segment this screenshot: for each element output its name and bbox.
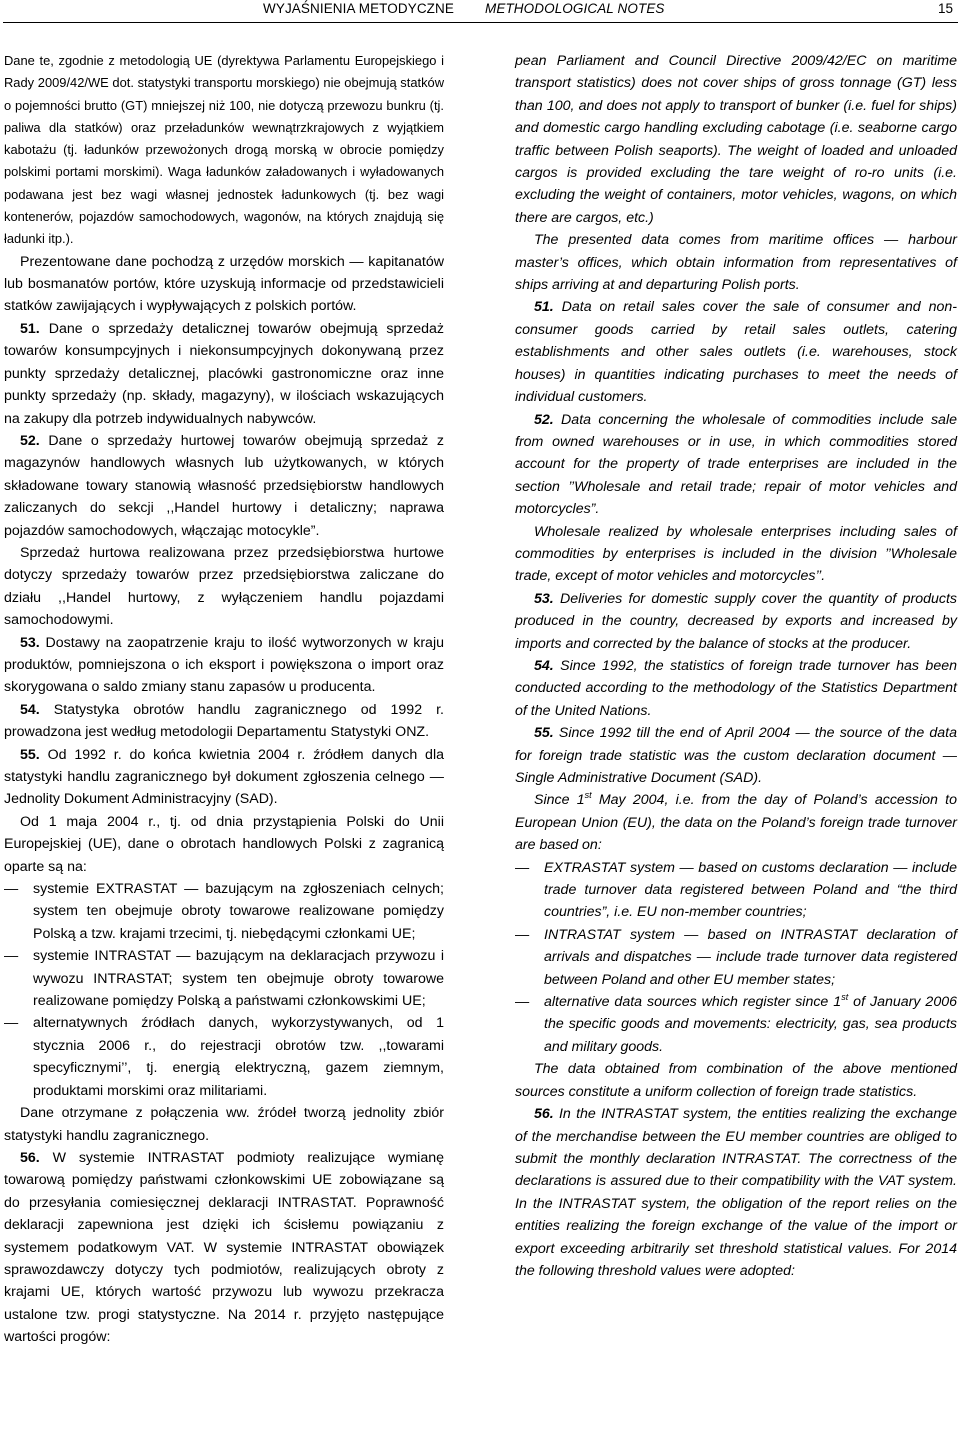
pl-list-dash: —	[4, 948, 19, 965]
en-list-item-extrastat-text: EXTRASTAT system — based on customs declaration — include trade turnover data registered between Poland and “the third countries”, i.e. EU non-member countries;	[544, 859, 957, 921]
header-rule	[3, 22, 958, 23]
pl-note-55-number: 55.	[20, 746, 40, 763]
en-maritime-paragraph: pean Parliament and Council Directive 2009/42/EC on maritime transport statistics) does not cover ships of gross tonnage (GT) less than 100, and does not apply to transport of bunker (i.e. fuel for ships) and domestic cargo handling excluding cabotage (i.e. seaborne cargo traffic between Polish seaports). The weight of loaded and unloaded cargos is provided excluding the tare weight of ro-ro units (i.e. excluding the weight of containers, motor vehicles, wagons, on which there are cargos, etc.)	[515, 53, 957, 226]
en-note-55-text: Since 1992 till the end of April 2004 — the source of the data for foreign trade statistic was the custom declaration document — Single Administrative Document (SAD).	[515, 725, 957, 786]
pl-note-52-number: 52.	[20, 432, 40, 449]
header-title-english: METHODOLOGICAL NOTES	[485, 1, 665, 16]
en-note-55-combined: The data obtained from combination of the above mentioned sources constitute a uniform collection of foreign trade statistics.	[515, 1061, 957, 1100]
page-number: 15	[938, 1, 954, 16]
pl-note-56-number: 56.	[20, 1149, 40, 1166]
pl-list-dash: —	[4, 881, 19, 898]
pl-note-53	[4, 632, 444, 699]
en-note-54-number: 54.	[534, 657, 554, 674]
pl-note-52-wholesale: Sprzedaż hurtowa realizowana przez przedsiębiorstwa hurtowe dotyczy sprzedaży towarów przez przedsiębiorstwa zaliczane do działu ,,Handel hurtowy, z wyłączeniem handlu pojazdami samochodowymi.	[4, 544, 444, 629]
pl-maritime-paragraph: Dane te, zgodnie z metodologią UE (dyrektywa Parlamentu Europejskiego i Rady 2009/42/WE dot. statystyki transportu morskiego) nie obejmują statków o pojemności brutto (GT) mniejszej niż 100, nie dotyczą przewozu bunkru (tj. paliwa dla statków) oraz przeładunków wewnątrzkrajowych z wyjątkiem kabotażu (tj. ładunków przewożonych drogą morską w obrocie pomiędzy polskimi portami morskimi). Waga ładunków załadowanych i wyładowanych podawana jest bez wagi własnej jednostek ładunkowych (tj. bez wagi kontenerów, pojazdów samochodowych, wagonów, na których znajdują się ładunki itp.).	[4, 53, 444, 247]
pl-list-item-intrastat-text: systemie INTRASTAT — bazującym na deklaracjach przywozu i wywozu INTRASTAT; system ten obejmuje obroty towarowe realizowane pomiędzy Polską a państwami członkowskimi UE;	[33, 948, 444, 1010]
pl-note-52	[4, 430, 444, 542]
en-accession-ordinal: st	[584, 790, 592, 801]
en-note-56-text: In the INTRASTAT system, the entities realizing the exchange of the merchandise between the EU member countries are obliged to submit the monthly declaration INTRASTAT. The correctness of the declarations is assured due to their compatibility with the VAT system. In the INTRASTAT system, the obligation of the report relies on the entities realizing the foreign exchange of the value of the import or export exceeding arbitrarily set threshold statistical values. For 2014 the following threshold values were adopted:	[515, 1106, 957, 1279]
pl-list-item-intrastat	[4, 945, 444, 1012]
pl-note-56-text: W systemie INTRASTAT podmioty realizujące wymianę towarową pomiędzy państwami członkowskimi UE zobowiązane są do przesyłania comiesięcznej deklaracji INTRASTAT. Poprawność deklaracji zapewniona jest dzięki ich ścisłemu powiązaniu z systemem podatkowym VAT. W systemie INTRASTAT obowiązek sprawozdawczy dotyczy tych podmiotów, realizujących obroty z krajami UE, których wartość przywozu lub wywozu przekracza ustalone tzw. progi statystyczne. Na 2014 r. przyjęto następujące wartości progów:	[4, 1149, 444, 1346]
en-list-dash: —	[515, 926, 530, 943]
pl-list-item-extrastat	[4, 878, 444, 945]
page-header	[0, 0, 960, 22]
en-list-dash: —	[515, 859, 530, 876]
pl-note-52-text: Dane o sprzedaży hurtowej towarów obejmują sprzedaż z magazynów handlowych własnych lub użytkowanych, w których składowane towary stanowią własność przedsiębiorstw handlowych zaliczanych do sekcji ,,Handel hurtowy i detaliczny; naprawa pojazdów samochodowych, włączając motocykle”.	[4, 432, 444, 539]
en-accession-text-end: May 2004, i.e. from the day of Poland’s accession to European Union (EU), the data on the Poland’s foreign trade turnover are based on:	[515, 792, 957, 854]
en-note-53-number: 53.	[534, 590, 554, 607]
pl-note-55-accession: Od 1 maja 2004 r., tj. od dnia przystąpienia Polski do Unii Europejskiej (UE), dane o obrotach handlowych Polski z zagranicą oparte są na:	[4, 813, 444, 875]
en-note-52-wholesale: Wholesale realized by wholesale enterprises including sales of commodities by enterprises is included in the division ’’Wholesale trade, except of motor vehicles and motorcycles’’.	[515, 523, 957, 585]
pl-note-55	[4, 744, 444, 811]
pl-list-item-alternative-text: alternatywnych źródłach danych, wykorzystywanych, od 1 stycznia 2006 r., do rejestracji obrotów tzw. ,,towarami specyficznymi’’, tj. energią elektryczną, gazem ziemnym, produktami morskimi oraz militariami.	[33, 1015, 444, 1099]
pl-maritime-source-paragraph: Prezentowane dane pochodzą z urzędów morskich — kapitanatów lub bosmanatów portów, które uzyskują informacje od przedstawicieli statków zawijających i wypływających z polskich portów.	[4, 253, 444, 315]
en-maritime-source-paragraph: The presented data comes from maritime offices — harbour master’s offices, which obtain information from representatives of ships arriving at and departuring Polish ports.	[515, 232, 957, 294]
en-note-51	[515, 296, 957, 408]
en-note-52	[515, 409, 957, 521]
pl-note-51-text: Dane o sprzedaży detalicznej towarów obejmują sprzedaż towarów konsumpcyjnych i niekonsumpcyjnych dokonywaną przez punkty sprzedaży detalicznej, placówki gastronomiczne oraz inne punkty sprzedaży (np. składy, magazyny), w ilościach wskazujących na zakupy dla potrzeb indywidualnych nabywców.	[4, 320, 444, 427]
en-note-56-number: 56.	[534, 1106, 554, 1123]
en-note-56	[515, 1103, 957, 1282]
header-title-polish: WYJAŚNIENIA METODYCZNE	[263, 1, 454, 16]
en-list-item-extrastat	[515, 857, 957, 924]
en-list-dash: —	[515, 994, 530, 1011]
pl-list-item-alternative	[4, 1012, 444, 1102]
en-note-55-number: 55.	[534, 725, 554, 742]
en-accession-text-start: Since 1	[534, 792, 585, 809]
pl-note-51-number: 51.	[20, 320, 40, 337]
en-list-item-alternative	[515, 991, 957, 1058]
polish-column	[4, 50, 444, 1349]
en-list-item-alternative-text-start: alternative data sources which register since 1	[544, 994, 842, 1011]
english-column	[515, 50, 957, 1282]
en-list-item-intrastat	[515, 924, 957, 991]
en-note-52-number: 52.	[534, 411, 554, 428]
pl-note-51	[4, 318, 444, 430]
en-list-item-intrastat-text: INTRASTAT system — based on INTRASTAT declaration of arrivals and dispatches — include trade turnover data registered between Poland and other EU member states;	[544, 926, 957, 988]
en-note-54	[515, 655, 957, 722]
pl-note-54-number: 54.	[20, 701, 40, 718]
en-note-51-text: Data on retail sales cover the sale of consumer and non-consumer goods carried by retail sales outlets, catering establishments and other sales outlets (i.e. warehouses, stock houses) in quantities indicating purchases to meet the needs of individual customers.	[515, 299, 957, 406]
pl-note-55-combined: Dane otrzymane z połączenia ww. źródeł tworzą jednolity zbiór statystyki handlu zagranicznego.	[4, 1105, 444, 1144]
pl-note-53-text: Dostawy na zaopatrzenie kraju to ilość wytworzonych w kraju produktów, pomniejszona o ich eksport i powiększona o import oraz skorygowana o saldo zmiany stanu zapasów u producenta.	[4, 634, 444, 696]
en-note-51-number: 51.	[534, 299, 554, 316]
en-note-53	[515, 588, 957, 655]
en-note-55	[515, 722, 957, 789]
en-list-item-alternative-text-end: of January 2006 the specific goods and movements: electricity, gas, sea products and military goods.	[544, 994, 957, 1055]
en-note-52-text: Data concerning the wholesale of commodities include sale from owned warehouses or in use, in which commodities stored account for the property of trade enterprises are included in the section ’’Wholesale and retail trade; repair of motor vehicles and motorcycles”.	[515, 411, 957, 518]
pl-list-item-extrastat-text: systemie EXTRASTAT — bazującym na zgłoszeniach celnych; system ten obejmuje obroty towarowe realizowane pomiędzy Polską a tzw. krajami trzecimi, tj. niebędącymi członkami UE;	[33, 881, 444, 942]
pl-note-56	[4, 1147, 444, 1349]
pl-list-dash: —	[4, 1015, 19, 1032]
pl-note-55-text: Od 1992 r. do końca kwietnia 2004 r. źródłem danych dla statystyki handlu zagranicznego był dokument zgłoszenia celnego — Jednolity Dokument Administracyjny (SAD).	[4, 746, 444, 808]
pl-note-54	[4, 699, 444, 744]
pl-note-54-text: Statystyka obrotów handlu zagranicznego od 1992 r. prowadzona jest według metodologii Departamentu Statystyki ONZ.	[4, 701, 444, 741]
pl-note-53-number: 53.	[20, 634, 40, 651]
en-note-53-text: Deliveries for domestic supply cover the quantity of products produced in the country, decreased by exports and increased by imports and corrected by the balance of stocks at the producer.	[515, 590, 957, 652]
en-note-55-accession	[515, 789, 957, 856]
en-note-54-text: Since 1992, the statistics of foreign trade turnover has been conducted according to the methodology of the Statistics Department of the United Nations.	[515, 657, 957, 719]
en-list-item-alternative-ordinal: st	[841, 992, 849, 1003]
